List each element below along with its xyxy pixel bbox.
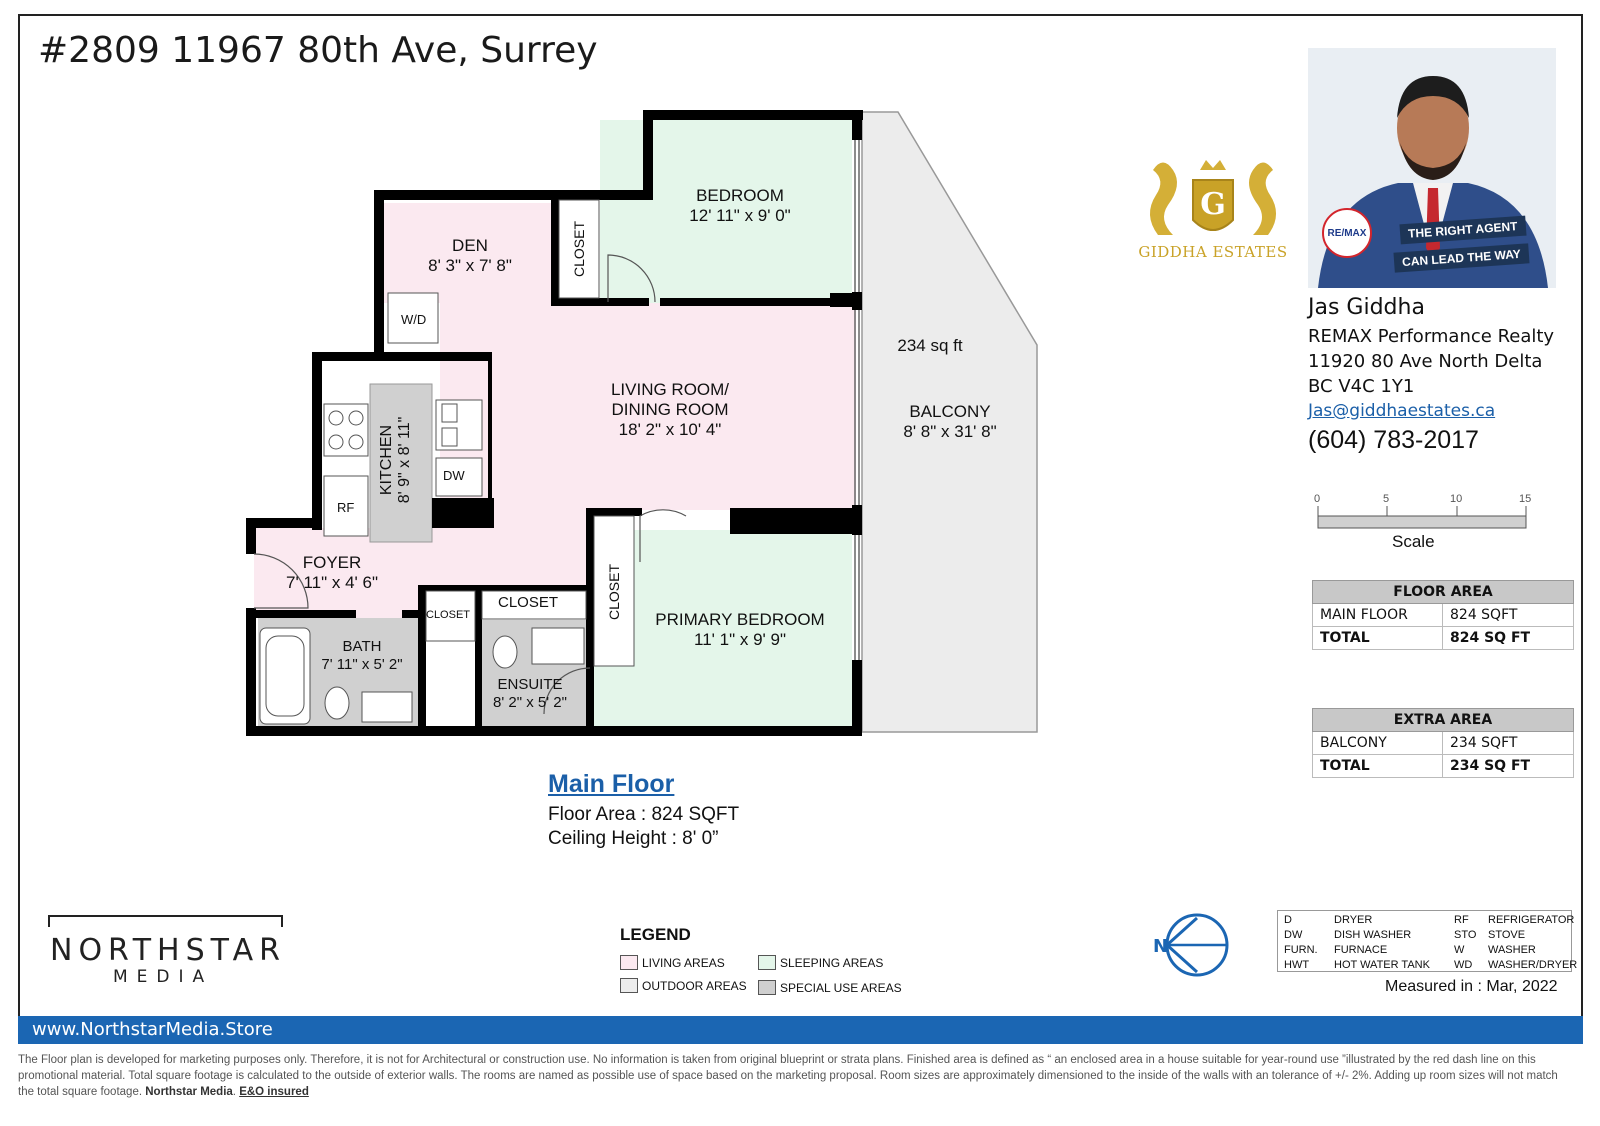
scale-tick-0: 0: [1314, 493, 1321, 505]
legend-title: LEGEND: [620, 925, 691, 944]
table-cell: 234 SQ FT: [1443, 755, 1574, 778]
shower-area: [426, 648, 478, 726]
den-label: DEN 8' 3" x 7' 8": [428, 236, 512, 275]
remax-badge: RE/MAX: [1322, 208, 1372, 258]
website-link[interactable]: www.NorthstarMedia.Store: [32, 1019, 273, 1040]
dw-label: DW: [443, 468, 465, 483]
legend-item: OUTDOOR AREAS: [620, 978, 747, 993]
slogan-line-2: CAN LEAD THE WAY: [1393, 243, 1529, 272]
table-cell: BALCONY: [1313, 732, 1443, 755]
ensuite-vanity: [532, 628, 584, 664]
table-cell: 234 SQFT: [1443, 732, 1574, 755]
extra-area-table: [1312, 708, 1574, 778]
scale-bar-drawing: [1318, 506, 1526, 528]
slogan-line-1: THE RIGHT AGENT: [1399, 216, 1526, 245]
agent-info: [1308, 295, 1554, 455]
disclaimer-brand: Northstar Media: [145, 1086, 233, 1098]
abbr-row: FURN. FURNACE W WASHER: [1284, 944, 1536, 956]
legend: [620, 925, 920, 1000]
scale-tick-10: 10: [1450, 493, 1463, 505]
extra-area-header: EXTRA AREA: [1313, 709, 1574, 732]
table-cell: TOTAL: [1313, 755, 1443, 778]
giddha-logo-icon: [1138, 150, 1288, 290]
table-cell: 824 SQ FT: [1443, 627, 1574, 650]
ensuite-label: ENSUITE 8' 2" x 5' 2": [493, 676, 567, 711]
table-row: [1313, 755, 1574, 778]
floor-area-text: Floor Area : 824 SQFT: [548, 804, 740, 825]
table-row: [1313, 604, 1574, 627]
table-row: [1313, 732, 1574, 755]
primary-bedroom-label: PRIMARY BEDROOM 11' 1" x 9' 9": [655, 610, 825, 649]
wd-label: W/D: [401, 312, 427, 327]
svg-text:G: G: [1200, 187, 1226, 222]
kitchen-label: KITCHEN 8' 9" x 8' 11": [378, 416, 413, 504]
vanity: [362, 692, 412, 722]
sink: [436, 400, 482, 450]
balcony-area-label: 234 sq ft: [897, 336, 963, 355]
agent-photo: [1308, 48, 1556, 288]
table-cell: MAIN FLOOR: [1313, 604, 1443, 627]
floor-title-link[interactable]: Main Floor: [548, 770, 675, 798]
page-title: #2809 11967 80th Ave, Surrey: [38, 30, 598, 71]
primary-closet-label: CLOSET: [606, 564, 622, 621]
legend-item: SLEEPING AREAS: [758, 955, 883, 970]
ceiling-height-text: Ceiling Height : 8' 0”: [548, 828, 719, 849]
floor-caption: [548, 770, 739, 851]
scale-tick-5: 5: [1383, 493, 1390, 505]
svg-text:N: N: [1153, 936, 1169, 957]
hall-closet-label: CLOSET: [498, 594, 559, 611]
floor-area-header: FLOOR AREA: [1313, 581, 1574, 604]
windows: [855, 140, 859, 660]
northstar-logo: [48, 915, 293, 985]
living-swatch: [620, 955, 638, 970]
balcony-label: BALCONY 8' 8" x 31' 8": [903, 402, 997, 441]
northstar-wordmark: NORTHSTAR: [50, 933, 287, 968]
legend-item: LIVING AREAS: [620, 955, 725, 970]
scale-tick-15: 15: [1519, 493, 1532, 505]
compass-icon: [1145, 910, 1235, 980]
small-closet-label: CLOSET: [426, 609, 471, 621]
agent-name: Jas Giddha: [1308, 295, 1425, 320]
agent-email-link[interactable]: Jas@giddhaestates.ca: [1308, 401, 1496, 421]
legend-item: SPECIAL USE AREAS: [758, 980, 902, 995]
floor-area-table: [1312, 580, 1574, 650]
foyer-label: FOYER 7' 11" x 4' 6": [286, 553, 378, 592]
agent-address-1: 11920 80 Ave North Delta: [1308, 351, 1543, 372]
agent-company: REMAX Performance Realty: [1308, 326, 1555, 347]
special-swatch: [758, 980, 776, 995]
table-cell: TOTAL: [1313, 627, 1443, 650]
disclaimer-text: The Floor plan is developed for marketing purposes only. Therefore, it is not for Architectural or construction use. No information is taken from original blueprint or strata plans. Finished area is defined as “ an enclosed area in a house suitable for year-round use ”illustrated by the red dash line on this promotional material. Total square footage is calculated to the outside of exterior walls. The rooms are named as possible use of space based on the marketing proposal. Room sizes are approximately dimensioned to the inside of the walls with an tolerance of +/- 2%. Adding up room sizes will not match the total square footage.: [18, 1054, 1558, 1098]
agent-phone: (604) 783-2017: [1308, 426, 1479, 454]
agent-address-2: BC V4C 1Y1: [1308, 376, 1415, 397]
table-row: [1313, 627, 1574, 650]
scale-label: Scale: [1392, 532, 1435, 551]
sleeping-swatch: [758, 955, 776, 970]
abbr-row: HWT HOT WATER TANK WD WASHER/DRYER: [1284, 959, 1578, 971]
bedroom-label: BEDROOM 12' 11" x 9' 0": [689, 186, 791, 225]
toilet: [325, 687, 349, 719]
outdoor-swatch: [620, 978, 638, 993]
stove: [324, 404, 368, 456]
insured-link[interactable]: E&O insured: [239, 1086, 309, 1098]
ensuite-toilet: [493, 636, 517, 668]
living-label: LIVING ROOM/ DINING ROOM 18' 2" x 10' 4": [610, 380, 730, 439]
table-cell: 824 SQFT: [1443, 604, 1574, 627]
bedroom-closet-label: CLOSET: [571, 221, 587, 278]
abbr-row: D DRYER RF REFRIGERATOR: [1284, 914, 1575, 926]
abbreviation-key: [1277, 910, 1578, 972]
abbr-row: DW DISH WASHER STO STOVE: [1284, 929, 1526, 941]
disclaimer: The Floor plan is developed for marketing purposes only. Therefore, it is not for Architectural or construction use. No information is taken from original blueprint or strata plans. Finished area is defined as “ an enclosed area in a house suitable for year-round use ”illustrated by the red dash line on this promotional material. Total square footage is calculated to the outside of exterior walls. The rooms are named as possible use of space based on the marketing proposal. Room sizes are approximately dimensioned to the inside of the walls with an tolerance of +/- 2%. Adding up room sizes will not match the total square footage. Northstar Media. E&O insured: [18, 1054, 1558, 1098]
giddha-logo-text: GIDDHA ESTATES: [1138, 243, 1288, 261]
bath-label: BATH 7' 11" x 5' 2": [321, 638, 403, 673]
logo-frame-line: [48, 915, 283, 927]
rf-label: RF: [337, 500, 355, 515]
measured-date: Measured in : Mar, 2022: [1385, 978, 1558, 995]
media-wordmark: MEDIA: [113, 967, 214, 987]
